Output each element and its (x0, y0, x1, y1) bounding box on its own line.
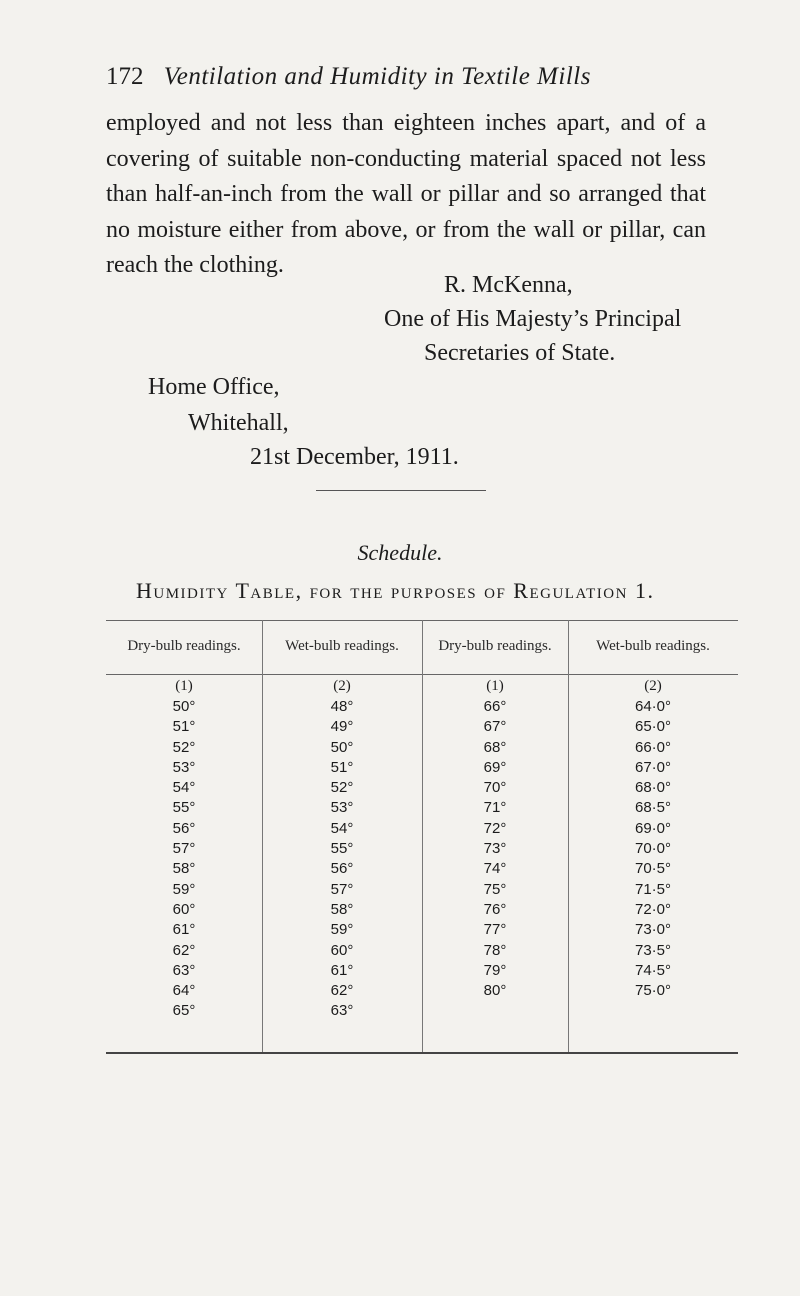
signatory-name: R. McKenna, (444, 272, 573, 298)
running-header (106, 62, 706, 92)
table-cell: 59° (330, 921, 354, 939)
table-cell: 53° (330, 799, 354, 817)
column-number: (2) (333, 678, 351, 694)
table-cell: 52° (330, 779, 354, 797)
address-line-2: Whitehall, (188, 410, 289, 436)
table-cell: 48° (330, 698, 354, 715)
column-values (568, 697, 738, 1001)
table-cell: 62° (172, 941, 196, 959)
column-values (422, 697, 568, 1001)
table-cell: 63° (330, 1002, 354, 1020)
table-cell: 50° (330, 738, 354, 756)
table-cell: 54° (330, 819, 354, 837)
table-cell: 78° (483, 941, 507, 959)
table-cell: 60° (172, 900, 196, 918)
table-cell: 63° (172, 961, 196, 979)
humidity-table (106, 620, 738, 1056)
signatory-title-line-2: Secretaries of State. (424, 340, 616, 366)
table-cell: 60° (330, 941, 354, 959)
table-cell: 79° (483, 961, 507, 979)
table-cell: 69·0° (634, 819, 672, 837)
table-cell: 51° (330, 758, 354, 776)
table-cell: 68·5° (634, 799, 672, 817)
table-cell: 54° (172, 779, 196, 797)
table-cell: 71° (483, 799, 507, 817)
table-cell: 53° (172, 758, 196, 776)
table-cell: 61° (172, 921, 196, 939)
column-number: (2) (644, 678, 662, 694)
running-title: Ventilation and Humidity in Textile Mills (163, 63, 591, 90)
schedule-heading: Schedule. (357, 540, 443, 565)
document-date: 21st December, 1911. (250, 444, 459, 470)
table-cell: 73° (483, 840, 507, 858)
table-title: Humidity Table, for the purposes of Regulation 1. (136, 578, 655, 603)
table-cell: 69° (483, 758, 507, 776)
table-cell: 80° (483, 982, 507, 1000)
table-cell: 64° (172, 982, 196, 1000)
table-cell: 55° (172, 799, 196, 817)
table-cell: 50° (172, 698, 196, 715)
column-header: Dry-bulb readings. (127, 638, 241, 654)
column-header: Wet-bulb readings. (285, 638, 399, 654)
signatory-title-line-1: One of His Majesty’s Principal (384, 306, 682, 332)
table-cell: 67° (483, 718, 507, 736)
table-bottom-rule (106, 1052, 738, 1054)
table-cell: 57° (330, 880, 354, 898)
table-cell: 72° (483, 819, 507, 837)
table-cell: 49° (330, 718, 354, 736)
table-cell: 65·0° (634, 718, 672, 736)
section-divider (316, 490, 486, 491)
table-cell: 66·0° (634, 738, 672, 756)
page-number: 172 (106, 63, 144, 90)
table-cell: 75·0° (634, 982, 672, 1000)
table-cell: 55° (330, 840, 354, 858)
table-cell: 68·0° (634, 779, 672, 797)
table-cell: 57° (172, 840, 196, 858)
column-values (262, 697, 422, 1022)
column-number: (1) (175, 678, 193, 694)
table-cell: 70·5° (634, 860, 672, 878)
table-cell: 64·0° (634, 698, 672, 715)
column-header: Wet-bulb readings. (596, 638, 710, 654)
column-number: (1) (486, 678, 504, 694)
table-cell: 77° (483, 921, 507, 939)
table-cell: 52° (172, 738, 196, 756)
table-cell: 73·0° (634, 921, 672, 939)
address-line-1: Home Office, (148, 374, 280, 400)
table-cell: 75° (483, 880, 507, 898)
table-cell: 56° (330, 860, 354, 878)
paragraph: employed and not less than eighteen inches apart, and of a covering of suitable non-conducting material spaced not less than half-an-inch from the wall or pillar and so arranged that no moisture either from above, or from the wall or pillar, can reach the clothing. (106, 110, 706, 278)
table-cell: 73·5° (634, 941, 672, 959)
table-cell: 65° (172, 1002, 196, 1020)
table-cell: 76° (483, 900, 507, 918)
table-cell: 58° (172, 860, 196, 878)
table-cell: 74° (483, 860, 507, 878)
column-values (106, 697, 262, 1022)
table-cell: 72·0° (634, 900, 672, 918)
table-cell: 71·5° (634, 880, 672, 898)
table-cell: 62° (330, 982, 354, 1000)
table-cell: 59° (172, 880, 196, 898)
table-cell: 61° (330, 961, 354, 979)
table-cell: 66° (483, 698, 507, 715)
table-cell: 74·5° (634, 961, 672, 979)
table-cell: 70° (483, 779, 507, 797)
body-text (106, 106, 706, 284)
table-cell: 68° (483, 738, 507, 756)
table-cell: 67·0° (634, 758, 672, 776)
table-cell: 58° (330, 900, 354, 918)
table-cell: 51° (172, 718, 196, 736)
column-header: Dry-bulb readings. (438, 638, 552, 654)
table-cell: 70·0° (634, 840, 672, 858)
table-cell: 56° (172, 819, 196, 837)
